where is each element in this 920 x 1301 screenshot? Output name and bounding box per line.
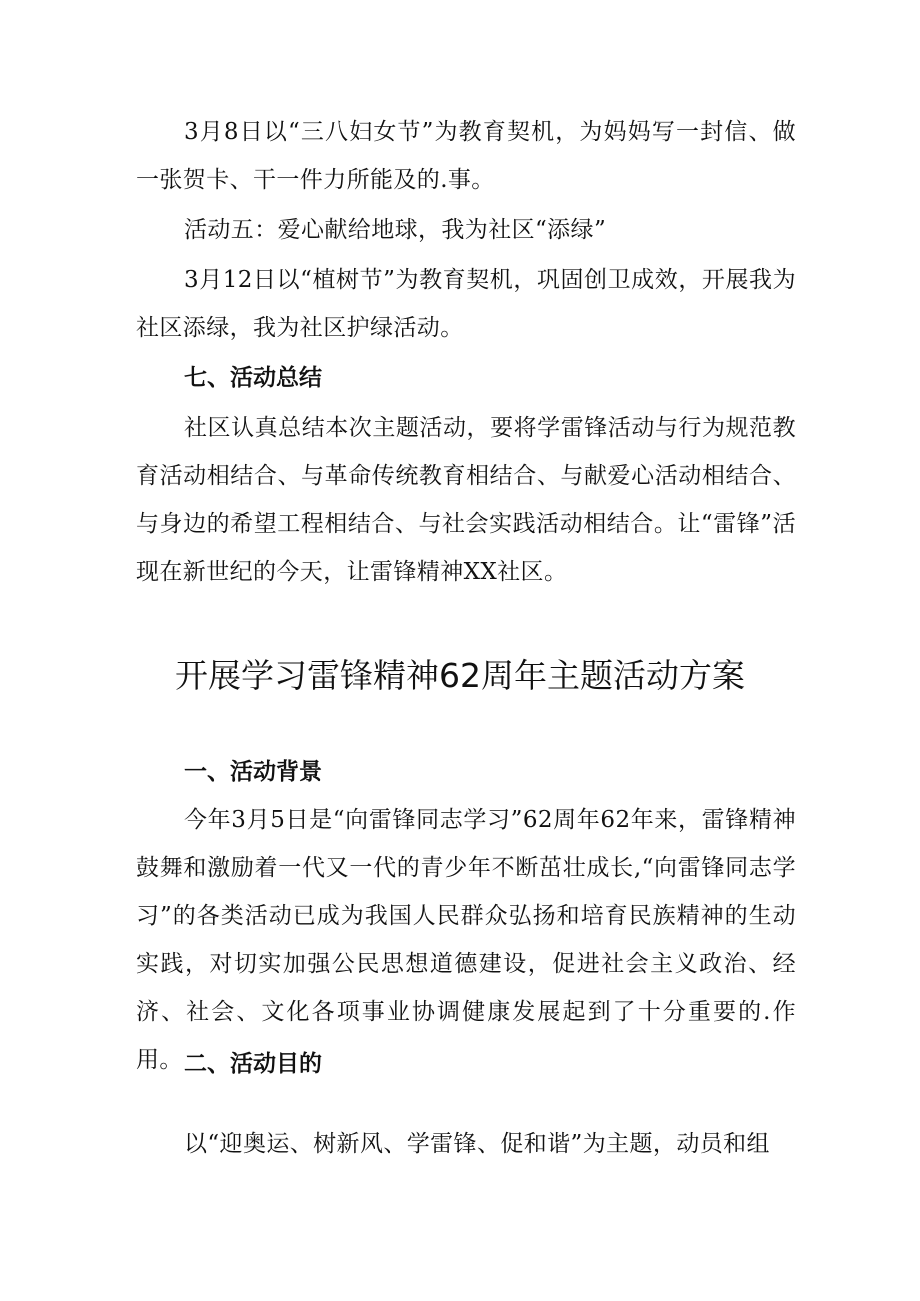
paragraph-arbor-day: 3月12日以“植树节”为教育契机，巩固创卫成效，开展我为社区添绿，我为社区护绿活动。 [136, 267, 796, 341]
heading-activity-summary: 七、活动总结 [184, 365, 322, 391]
heading-purpose: 二、活动目的 [184, 1051, 322, 1077]
paragraph-activity-five: 活动五：爱心献给地球，我为社区“添绿” [184, 217, 607, 243]
paragraph-womens-day: 3月8日以“三八妇女节”为教育契机，为妈妈写一封信、做一张贺卡、干一件力所能及的.事。 [136, 119, 796, 193]
paragraph-summary: 社区认真总结本次主题活动，要将学雷锋活动与行为规范教育活动相结合、与革命传统教育相结合、与献爱心活动相结合、与身边的希望工程相结合、与社会实践活动相结合。让“雷锋”活现在新世纪的今天，让雷锋精神XX社区。 [136, 415, 796, 585]
paragraph-background: 今年3月5日是“向雷锋同志学习”62周年62年来，雷锋精神鼓舞和激励着一代又一代的青少年不断茁壮成长,“向雷锋同志学习”的各类活动已成为我国人民群众弘扬和培育民族精神的生动实践，对切实加强公民思想道德建设，促进社会主义政治、经济、社会、文化各项事业协调健康发展起到了十分重要的.作用。 [136, 807, 796, 1073]
heading-background: 一、活动背景 [184, 759, 322, 785]
paragraph-purpose: 以“迎奥运、树新风、学雷锋、促和谐”为主题，动员和组 [184, 1131, 770, 1157]
document-title: 开展学习雷锋精神62周年主题活动方案 [175, 656, 745, 695]
